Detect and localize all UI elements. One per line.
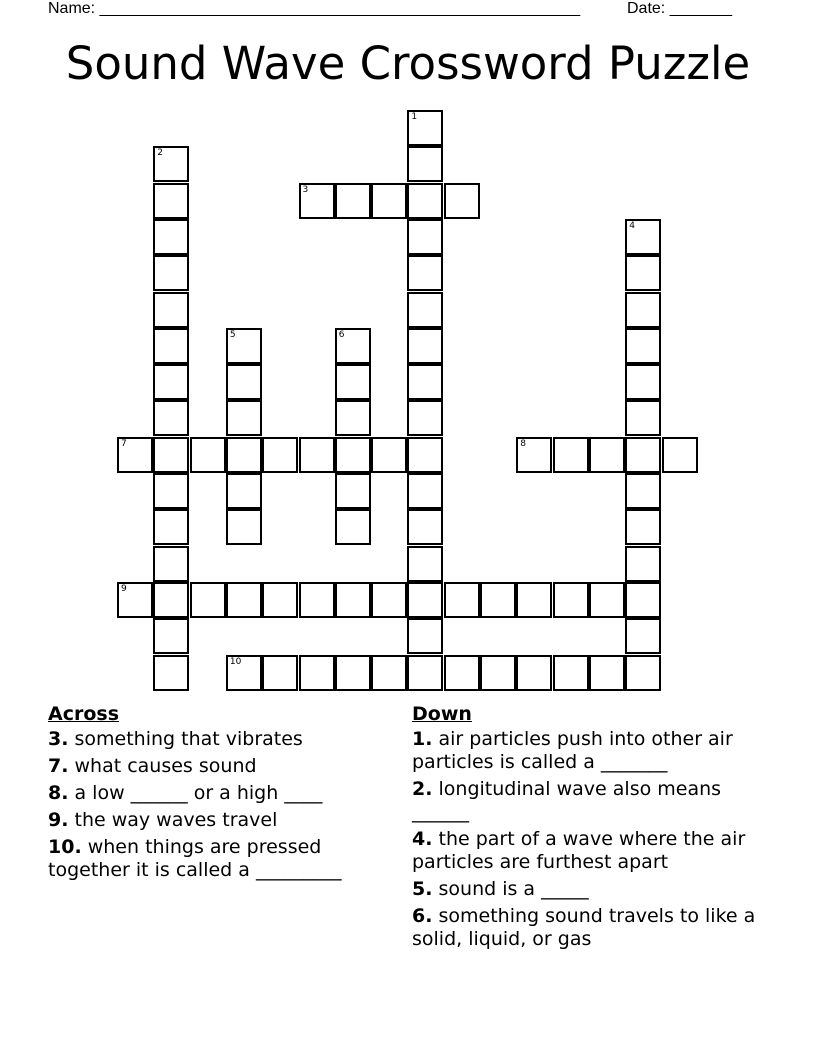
grid-cell[interactable] (516, 437, 552, 473)
clue-item (412, 878, 757, 901)
clue-number-label: 10 (229, 656, 242, 667)
clue-number-label: 6 (338, 329, 345, 340)
grid-cell[interactable] (407, 110, 443, 146)
grid-cell[interactable] (589, 655, 625, 691)
clue-number: 3. (48, 728, 69, 750)
grid-cell[interactable] (625, 437, 661, 473)
across-clues (48, 703, 393, 886)
grid-cell[interactable] (553, 582, 589, 618)
grid-cell[interactable] (407, 292, 443, 328)
grid-cell[interactable] (662, 437, 698, 473)
grid-cell[interactable] (335, 437, 371, 473)
grid-cell[interactable] (335, 400, 371, 436)
grid-cell[interactable] (444, 183, 480, 219)
clue-number-label: 5 (229, 329, 236, 340)
clue-item (48, 836, 393, 882)
grid-cell[interactable] (262, 437, 298, 473)
grid-cell[interactable] (625, 292, 661, 328)
clue-text: something sound travels to like a solid, liquid, or gas (412, 905, 756, 950)
grid-cell[interactable] (190, 582, 226, 618)
grid-cell[interactable] (226, 400, 262, 436)
clue-number-label: 3 (302, 184, 309, 195)
grid-cell[interactable] (153, 655, 189, 691)
grid-cell[interactable] (407, 364, 443, 400)
grid-cell[interactable] (226, 509, 262, 545)
grid-cell[interactable] (371, 582, 407, 618)
clue-text: when things are pressed together it is called a _________ (48, 836, 342, 881)
clue-number: 8. (48, 782, 69, 804)
clue-text: sound is a _____ (438, 878, 589, 900)
grid-cell[interactable] (371, 655, 407, 691)
grid-cell[interactable] (226, 364, 262, 400)
grid-cell[interactable] (625, 255, 661, 291)
clue-text: what causes sound (74, 755, 257, 777)
grid-cell[interactable] (407, 400, 443, 436)
page-title: Sound Wave Crossword Puzzle (65, 37, 751, 90)
grid-cell[interactable] (480, 655, 516, 691)
grid-cell[interactable] (625, 509, 661, 545)
grid-cell[interactable] (625, 328, 661, 364)
grid-cell[interactable] (117, 437, 153, 473)
clue-number: 6. (412, 905, 433, 927)
grid-cell[interactable] (153, 582, 189, 618)
clue-item (48, 728, 393, 751)
clue-number: 2. (412, 778, 433, 800)
grid-cell[interactable] (407, 255, 443, 291)
grid-cell[interactable] (625, 364, 661, 400)
grid-cell[interactable] (117, 582, 153, 618)
grid-cell[interactable] (335, 582, 371, 618)
grid-cell[interactable] (407, 183, 443, 219)
grid-cell[interactable] (299, 582, 335, 618)
grid-cell[interactable] (407, 437, 443, 473)
grid-cell[interactable] (553, 655, 589, 691)
clue-item (412, 778, 757, 824)
clue-number-label: 4 (629, 220, 635, 231)
grid-cell[interactable] (335, 328, 371, 364)
clue-number-label: 9 (121, 583, 127, 594)
grid-cell[interactable] (516, 582, 552, 618)
down-heading: Down (412, 703, 472, 725)
clue-text: longitudinal wave also means ______ (412, 778, 722, 823)
grid-cell[interactable] (407, 546, 443, 582)
grid-cell[interactable] (553, 437, 589, 473)
clue-item (412, 828, 757, 874)
grid-cell[interactable] (153, 364, 189, 400)
grid-cell[interactable] (407, 146, 443, 182)
grid-cell[interactable] (226, 328, 262, 364)
grid-cell[interactable] (335, 364, 371, 400)
grid-cell[interactable] (335, 655, 371, 691)
clue-number: 1. (412, 728, 433, 750)
grid-cell[interactable] (299, 437, 335, 473)
grid-cell[interactable] (407, 473, 443, 509)
grid-cell[interactable] (153, 328, 189, 364)
grid-cell[interactable] (407, 655, 443, 691)
clue-item (412, 905, 757, 951)
clue-text: a low ______ or a high ____ (74, 782, 323, 804)
grid-cell[interactable] (153, 219, 189, 255)
clue-item (48, 782, 393, 805)
clue-item (48, 755, 393, 778)
grid-cell[interactable] (407, 582, 443, 618)
grid-cell[interactable] (335, 509, 371, 545)
grid-cell[interactable] (625, 546, 661, 582)
grid-cell[interactable] (407, 509, 443, 545)
grid-cell[interactable] (625, 655, 661, 691)
grid-cell[interactable] (625, 582, 661, 618)
clue-number-label: 7 (121, 438, 127, 449)
grid-cell[interactable] (625, 400, 661, 436)
grid-cell[interactable] (226, 473, 262, 509)
clue-item (48, 809, 393, 832)
clue-item (412, 728, 757, 774)
clue-number: 9. (48, 809, 69, 831)
clue-number: 10. (48, 836, 82, 858)
grid-cell[interactable] (407, 328, 443, 364)
grid-cell[interactable] (262, 655, 298, 691)
grid-cell[interactable] (299, 655, 335, 691)
grid-cell[interactable] (153, 183, 189, 219)
grid-cell[interactable] (262, 582, 298, 618)
clue-number: 7. (48, 755, 69, 777)
date-field: Date: _______ (627, 0, 732, 17)
grid-cell[interactable] (625, 473, 661, 509)
grid-cell[interactable] (625, 219, 661, 255)
grid-cell[interactable] (444, 582, 480, 618)
grid-cell[interactable] (407, 219, 443, 255)
grid-cell[interactable] (407, 618, 443, 654)
grid-cell[interactable] (589, 582, 625, 618)
clue-text: air particles push into other air particles is called a _______ (412, 728, 733, 773)
grid-cell[interactable] (371, 437, 407, 473)
grid-cell[interactable] (444, 655, 480, 691)
grid-cell[interactable] (480, 582, 516, 618)
clue-number: 4. (412, 828, 433, 850)
grid-cell[interactable] (153, 437, 189, 473)
grid-cell[interactable] (153, 400, 189, 436)
clue-number-label: 1 (411, 112, 418, 122)
grid-cell[interactable] (589, 437, 625, 473)
grid-cell[interactable] (335, 183, 371, 219)
grid-cell[interactable] (190, 437, 226, 473)
clue-text: the way waves travel (74, 809, 278, 831)
clue-text: something that vibrates (74, 728, 303, 750)
grid-cell[interactable] (335, 473, 371, 509)
grid-cell[interactable] (516, 655, 552, 691)
grid-cell[interactable] (153, 546, 189, 582)
grid-cell[interactable] (226, 437, 262, 473)
clue-number-label: 2 (157, 148, 164, 159)
grid-cell[interactable] (153, 146, 189, 182)
grid-cell[interactable] (153, 255, 189, 291)
grid-cell[interactable] (153, 473, 189, 509)
clue-text: the part of a wave where the air particles are furthest apart (412, 828, 746, 873)
grid-cell[interactable] (371, 183, 407, 219)
grid-cell[interactable] (299, 183, 335, 219)
across-heading: Across (48, 703, 120, 725)
grid-cell[interactable] (153, 292, 189, 328)
down-clues (412, 703, 757, 955)
grid-cell[interactable] (153, 509, 189, 545)
clue-number-label: 8 (520, 438, 527, 449)
grid-cell[interactable] (153, 618, 189, 654)
grid-cell[interactable] (625, 618, 661, 654)
grid-cell[interactable] (226, 582, 262, 618)
grid-cell[interactable] (226, 655, 262, 691)
name-field: Name: ______________________________________________________ (48, 0, 581, 17)
clue-number: 5. (412, 878, 433, 900)
